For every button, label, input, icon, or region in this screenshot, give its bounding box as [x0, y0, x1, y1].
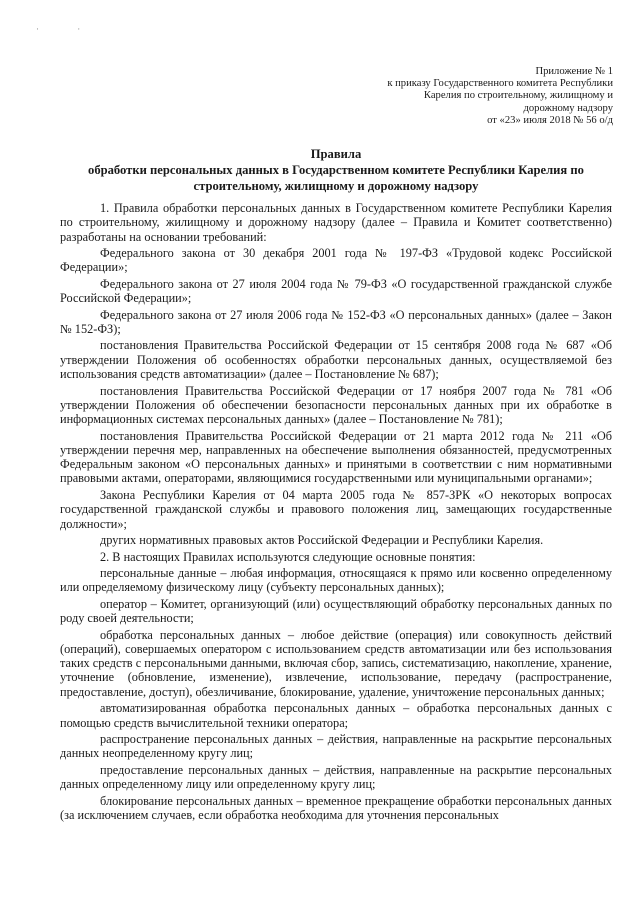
- appendix-line: от «23» июля 2018 № 56 о/д: [487, 114, 613, 126]
- paragraph: постановления Правительства Российской Федерации от 15 сентября 2008 года № 687 «Об утверждении Положения об особенностях обработки персональных данных, осуществляемой без использования средств автоматизации» (далее – Постановление № 687);: [60, 338, 612, 382]
- paragraph: постановления Правительства Российской Федерации от 17 ноября 2007 года № 781 «Об утверждении Положения об обеспечении безопасности персональных данных при их обработке в информационных системах персональных данных» (далее – Постановление № 781);: [60, 383, 612, 427]
- paragraph: постановления Правительства Российской Федерации от 21 марта 2012 года № 211 «Об утверждении перечня мер, направленных на обеспечение выполнения обязанностей, предусмотренных Федеральным законом «О персональных данных» и принятыми в соответствии с ним нормативными правовыми актами, операторами, являющимися государственными или муниципальными органами»;: [60, 428, 612, 486]
- appendix-line: Карелия по строительному, жилищному и: [423, 90, 613, 102]
- document-title: [60, 146, 612, 194]
- paragraph: распространение персональных данных – действия, направленные на раскрытие персональных данных неопределенному кругу лиц;: [60, 732, 612, 761]
- appendix-line: дорожному надзору: [523, 102, 613, 114]
- appendix-line: Приложение № 1: [535, 66, 613, 77]
- paragraph: персональные данные – любая информация, относящаяся к прямо или косвенно определенному или определяемому физическому лицу (субъекту персональных данных);: [60, 566, 612, 595]
- appendix-header: [353, 66, 613, 127]
- paragraph: блокирование персональных данных – временное прекращение обработки персональных данных (за исключением случаев, если обработка необходима для уточнения персональных: [60, 793, 612, 822]
- scan-specks: · ·: [36, 24, 99, 34]
- paragraph: предоставление персональных данных – действия, направленные на раскрытие персональных данных определенному лицу или определенному кругу лиц;: [60, 762, 612, 792]
- paragraph: оператор – Комитет, организующий (или) осуществляющий обработку персональных данных по роду своей деятельности;: [60, 596, 612, 626]
- title-line: Правила: [310, 147, 362, 161]
- paragraph: Федерального закона от 30 декабря 2001 года № 197-ФЗ «Трудовой кодекс Российской Федерации»;: [60, 246, 612, 275]
- document-body: [60, 201, 612, 824]
- paragraph: 1. Правила обработки персональных данных в Государственном комитете Республики Карелия по строительному, жилищному и дорожному надзору (далее – Правила и Комитет соответственно) разработаны на основании требований:: [60, 201, 612, 244]
- paragraph: 2. В настоящих Правилах используются следующие основные понятия:: [100, 549, 476, 564]
- paragraph: автоматизированная обработка персональных данных – обработка персональных данных с помощью средств вычислительной техники оператора;: [60, 701, 612, 730]
- paragraph: обработка персональных данных – любое действие (операция) или совокупность действий (операций), совершаемых оператором с использованием средств автоматизации или без использования таких средств с персональными данными, включая сбор, запись, систематизацию, накопление, хранение, уточнение (обновление, изменение), извлечение, использование, передачу (распространение, предоставление, доступ), обезличивание, блокирование, удаление, уничтожение персональных данных;: [60, 627, 612, 699]
- paragraph: других нормативных правовых актов Российской Федерации и Республики Карелия.: [100, 533, 544, 548]
- title-line: строительному, жилищному и дорожному надзору: [193, 179, 479, 193]
- appendix-line: к приказу Государственного комитета Республики: [387, 78, 613, 90]
- paragraph: Закона Республики Карелия от 04 марта 2005 года № 857-ЗРК «О некоторых вопросах государственной гражданской службы и правового положения лиц, замещающих государственные должности»;: [60, 487, 612, 531]
- paragraph: Федерального закона от 27 июля 2006 года № 152-ФЗ «О персональных данных» (далее – Закон № 152-ФЗ);: [60, 307, 612, 336]
- title-line: обработки персональных данных в Государственном комитете Республики Карелия по: [88, 163, 584, 177]
- paragraph: Федерального закона от 27 июля 2004 года № 79-ФЗ «О государственной гражданской службе Российской Федерации»;: [60, 276, 612, 306]
